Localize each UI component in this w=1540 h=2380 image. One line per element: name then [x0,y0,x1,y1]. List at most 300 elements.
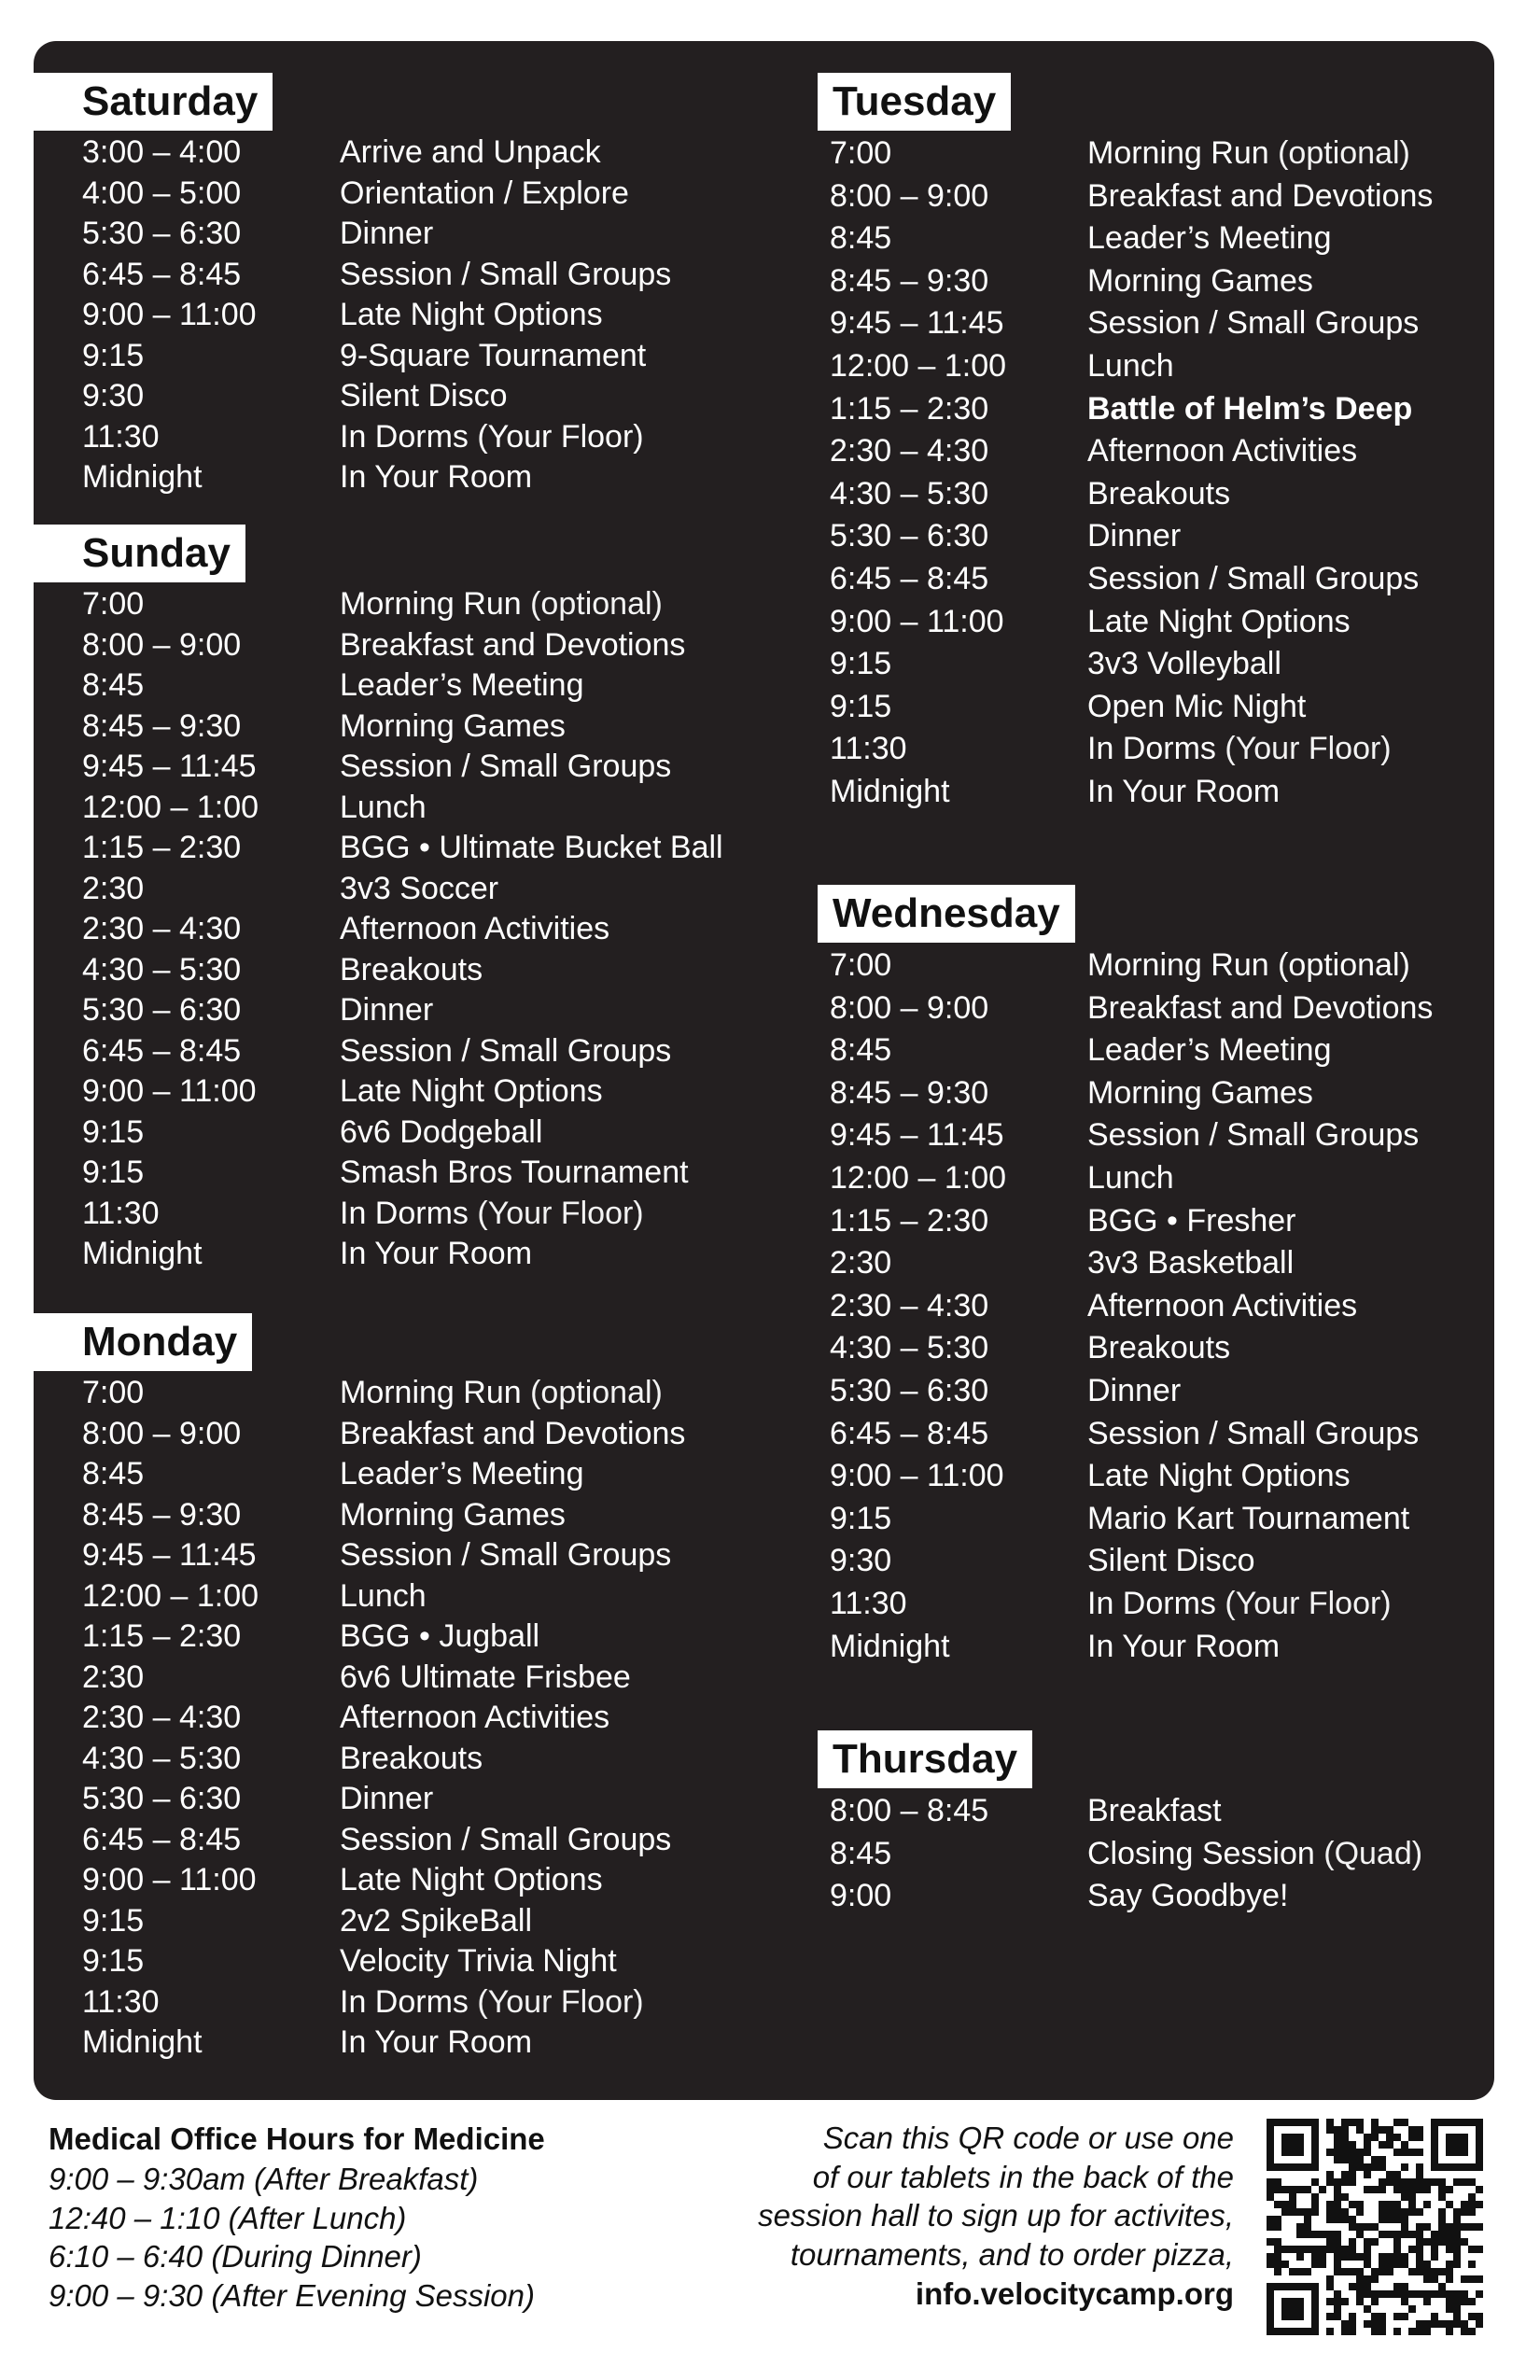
row-event [340,828,723,869]
schedule-row [780,1413,1494,1456]
day-header: Tuesday [818,73,1011,131]
row-event [1087,945,1410,987]
event-note: (Your Floor) [477,1983,644,2020]
signup-instructions [758,2119,1234,2315]
row-time: 7:00 [82,1375,145,1410]
row-event [1087,1370,1181,1413]
event-title: Morning Games [340,1496,566,1533]
event-title: 6v6 Dodgeball [340,1113,543,1150]
schedule-row [780,771,1494,814]
row-event [340,788,427,829]
day-header: Thursday [818,1730,1032,1788]
schedule-row [34,376,780,417]
row-time: 7:00 [830,947,892,983]
row-time: 9:45 – 11:45 [830,305,1004,342]
row-time: 9:15 [82,1113,145,1150]
schedule-row [34,1495,780,1536]
event-title: Lunch [340,789,427,825]
row-time: 9:00 – 11:00 [830,1458,1004,1494]
row-event [340,174,629,215]
row-time: 1:15 – 2:30 [82,1618,242,1654]
row-event [1087,1327,1230,1370]
row-time: 6:45 – 8:45 [830,560,989,596]
row-time: 8:00 – 8:45 [830,1793,989,1828]
event-title: Smash Bros Tournament [340,1155,689,1190]
event-title: Dinner [1087,1372,1182,1408]
row-time: 8:45 – 9:30 [82,1496,242,1533]
event-title: Morning Games [1087,262,1313,299]
row-time: 1:15 – 2:30 [82,830,242,865]
schedule-row [34,1576,780,1617]
event-title: In Dorms [1087,1585,1216,1621]
row-time: 9:45 – 11:45 [82,749,257,784]
row-event [340,1194,644,1235]
event-title: Silent Disco [340,378,508,413]
row-time: 11:30 [830,1585,907,1621]
schedule-row [780,260,1494,303]
row-time: 11:30 [82,1983,160,2020]
row-time: 8:45 – 9:30 [830,262,989,299]
row-time: 9:30 [830,1543,892,1579]
schedule-row [34,295,780,336]
schedule-row [34,1779,780,1820]
event-title: Late Night Options [340,1073,603,1109]
event-title: Breakouts [340,951,483,987]
row-event [340,417,644,458]
row-event [340,457,532,498]
row-event [340,1031,671,1072]
row-event [340,214,433,255]
row-event [1087,987,1433,1030]
event-title: Breakfast [1087,1793,1222,1828]
day-header: Monday [34,1313,252,1371]
event-title: Morning Run (optional) [1087,947,1410,983]
row-time: 5:30 – 6:30 [830,518,989,554]
event-title: Closing Session [1087,1835,1315,1871]
medical-line: 12:40 – 1:10 (After Lunch) [49,2200,407,2235]
schedule-row [780,1455,1494,1498]
schedule-row [34,1739,780,1780]
schedule-row [34,1194,780,1235]
row-time: 8:45 [82,667,145,703]
event-note: (optional) [530,1375,663,1410]
event-title: Dinner [340,216,434,251]
schedule-row [34,417,780,458]
event-title: Lunch [1087,347,1174,384]
schedule-row [34,828,780,869]
row-event [340,625,685,666]
event-title: 6v6 Ultimate Frisbee [340,1659,631,1695]
row-event [1087,1455,1351,1498]
row-event [1087,686,1306,729]
row-time: 2:30 [82,1659,145,1695]
row-event [1087,345,1174,388]
event-title: Breakfast and Devotions [340,626,686,663]
row-event [1087,1583,1392,1626]
event-title: Session / Small Groups [1087,1415,1420,1451]
schedule-row [34,1617,780,1658]
row-event [1087,388,1412,431]
event-title: Morning Run [1087,135,1269,171]
row-time: 7:00 [82,586,145,622]
event-title: 3v3 Soccer [340,870,499,906]
row-time: 9:15 [82,1902,145,1939]
row-time: 5:30 – 6:30 [82,992,242,1028]
schedule-row [780,558,1494,601]
event-title: Afternoon Activities [340,911,610,946]
schedule-row [34,2023,780,2064]
event-title: Breakfast and Devotions [1087,989,1434,1026]
row-event [1087,1540,1255,1583]
event-title: In Dorms [340,1195,469,1231]
schedule-row [780,987,1494,1030]
row-time: 8:45 [82,1456,145,1491]
schedule-row [34,625,780,666]
schedule-row [34,584,780,625]
row-time: 2:30 [830,1245,892,1281]
signup-line: Scan this QR code or use one [822,2121,1234,2155]
event-title: 9-Square Tournament [340,337,647,373]
row-time: 4:30 – 5:30 [82,951,242,987]
row-time: 2:30 – 4:30 [82,1700,242,1735]
row-event [340,584,663,625]
schedule-row [780,1540,1494,1583]
event-title: Session / Small Groups [340,256,672,292]
schedule-row [780,345,1494,388]
day-rows [780,131,1494,814]
day-rows [34,1371,780,2064]
row-event [340,1535,671,1576]
event-title: Breakfast and Devotions [1087,177,1434,214]
row-time: 12:00 – 1:00 [82,1577,259,1614]
day-tuesday [780,73,1494,885]
row-event [340,336,646,377]
row-event [1087,1285,1357,1328]
schedule-row [780,1285,1494,1328]
row-event [340,1454,583,1495]
schedule-row [780,1242,1494,1285]
row-time: 9:00 – 11:00 [830,603,1004,639]
schedule-row [780,1114,1494,1157]
schedule-row [34,1658,780,1699]
row-event [1087,515,1181,558]
medical-hours [49,2119,545,2315]
row-event [1087,1242,1294,1285]
row-time: Midnight [82,1236,203,1271]
row-time: 2:30 – 4:30 [830,1287,989,1323]
row-time: 9:15 [82,337,145,373]
row-time: 8:00 – 9:00 [830,177,989,214]
row-event [340,1739,483,1780]
row-time: 2:30 [82,870,145,906]
row-event [340,1901,532,1942]
schedule-row [34,1901,780,1942]
row-event [340,1576,427,1617]
schedule-row [34,1113,780,1154]
event-title: Breakouts [1087,475,1231,511]
row-event [340,2023,532,2064]
medical-line: 6:10 – 6:40 (During Dinner) [49,2239,422,2274]
row-event [340,376,508,417]
row-time: 11:30 [82,418,160,455]
row-time: 9:15 [830,1500,892,1536]
row-time: 6:45 – 8:45 [830,1415,989,1451]
event-title: Afternoon Activities [1087,433,1358,469]
row-time: 8:45 [830,220,892,257]
row-event [1087,473,1230,516]
event-title: Session / Small Groups [340,1032,672,1069]
schedule-row [34,1941,780,1982]
footer [0,2119,1540,2380]
event-title: Late Night Options [1087,1458,1351,1494]
row-event [340,1234,532,1275]
row-time: 4:30 – 5:30 [830,1330,989,1366]
schedule-row [34,1860,780,1901]
row-time: 8:00 – 9:00 [82,626,242,663]
day-rows [34,131,780,498]
schedule-row [34,909,780,950]
row-event [1087,133,1410,175]
event-note: (optional) [530,586,663,622]
row-event [340,255,671,296]
day-rows [34,582,780,1275]
event-title: Battle of Helm’s Deep [1087,390,1413,427]
medical-line: 9:00 – 9:30am (After Breakfast) [49,2162,479,2196]
row-time: 1:15 – 2:30 [830,390,989,427]
schedule-row [780,515,1494,558]
row-event [340,1658,631,1699]
event-title: Session / Small Groups [1087,560,1420,596]
row-time: 6:45 – 8:45 [82,1032,242,1069]
row-time: Midnight [82,2024,203,2060]
schedule-row [780,945,1494,987]
day-rows [780,943,1494,1668]
row-time: 2:30 – 4:30 [82,911,242,946]
schedule-row [780,1327,1494,1370]
schedule-row [780,686,1494,729]
event-title: In Your Room [340,459,533,495]
row-event [340,1860,603,1901]
schedule-row [780,1029,1494,1072]
row-time: 6:45 – 8:45 [82,256,242,292]
event-title: Dinner [340,1781,434,1816]
row-time: 12:00 – 1:00 [830,1159,1007,1196]
schedule-row [34,1535,780,1576]
event-title: Session / Small Groups [1087,305,1420,342]
schedule-row [780,1200,1494,1243]
event-title: BGG • Jugball [340,1618,540,1654]
schedule-row [780,1370,1494,1413]
day-header: Saturday [34,73,273,131]
row-event [1087,601,1351,644]
row-event [340,295,603,336]
event-title: Breakouts [340,1740,483,1776]
schedule-row [780,1626,1494,1669]
day-header: Sunday [34,525,245,582]
row-event [340,1373,663,1414]
event-title: In Dorms [340,1983,469,2020]
row-event [1087,1114,1419,1157]
schedule-row [34,788,780,829]
event-title: Breakfast and Devotions [340,1415,686,1451]
event-title: Morning Run [340,1375,522,1410]
event-title: In Your Room [340,1236,533,1271]
event-title: Late Night Options [340,1862,603,1897]
event-title: Afternoon Activities [340,1700,610,1735]
medical-title: Medical Office Hours for Medicine [49,2121,545,2156]
day-rows [780,1788,1494,1918]
row-event [340,1617,539,1658]
schedule-row [780,1072,1494,1115]
row-time: 4:00 – 5:00 [82,175,242,211]
row-time: 8:45 [830,1032,892,1069]
row-event [1087,1875,1288,1918]
event-title: 3v3 Volleyball [1087,646,1281,682]
event-title: Leader’s Meeting [340,667,584,703]
event-title: In Dorms [1087,731,1216,767]
event-title: Dinner [340,992,434,1028]
row-time: 5:30 – 6:30 [82,216,242,251]
schedule-row [34,1071,780,1113]
row-event [340,990,433,1031]
schedule-row [34,1982,780,2023]
row-event [1087,771,1280,814]
event-title: Leader’s Meeting [1087,1032,1332,1069]
schedule-row [780,133,1494,175]
schedule-row [34,950,780,991]
schedule-row [780,388,1494,431]
schedule-row [34,1234,780,1275]
row-time: 9:00 – 11:00 [82,1862,257,1897]
schedule-row [34,174,780,215]
row-time: 9:15 [82,1943,145,1979]
schedule-row [780,1157,1494,1200]
schedule-row [780,1790,1494,1833]
event-note: (Your Floor) [1225,1585,1392,1621]
row-event [1087,1157,1174,1200]
row-event [1087,1029,1331,1072]
row-event [340,1779,433,1820]
schedule-row [34,707,780,748]
schedule-row [780,473,1494,516]
schedule-row [34,133,780,174]
event-title: Session / Small Groups [340,1537,672,1573]
row-event [1087,260,1313,303]
event-title: Morning Run [340,586,522,622]
row-time: 9:45 – 11:45 [82,1537,257,1573]
schedule-row [34,665,780,707]
event-title: BGG • Ultimate Bucket Ball [340,830,723,865]
event-title: Orientation / Explore [340,175,629,211]
row-time: 8:45 [830,1835,892,1871]
schedule-row [34,336,780,377]
schedule-row [780,1875,1494,1918]
row-event [340,133,601,174]
signup-line: session hall to sign up for activites, [758,2198,1234,2233]
row-time: 9:00 – 11:00 [82,297,257,332]
row-time: 5:30 – 6:30 [82,1781,242,1816]
signup-url-link[interactable]: info.velocitycamp.org [915,2276,1234,2311]
row-event [1087,1200,1296,1243]
event-note: (Your Floor) [477,1195,644,1231]
event-title: 2v2 SpikeBall [340,1902,533,1939]
row-time: 8:00 – 9:00 [82,1415,242,1451]
row-time: 2:30 – 4:30 [830,433,989,469]
event-title: Session / Small Groups [1087,1117,1420,1154]
row-time: 9:15 [830,688,892,724]
row-event [340,869,498,910]
row-time: 12:00 – 1:00 [82,789,259,825]
row-time: Midnight [830,1628,950,1664]
event-note: (Quad) [1323,1835,1423,1871]
row-event [1087,217,1331,260]
row-time: 8:45 – 9:30 [830,1074,989,1111]
event-title: In Your Room [1087,1628,1281,1664]
row-time: 9:00 [830,1878,892,1914]
event-title: Velocity Trivia Night [340,1943,617,1979]
event-note: (Your Floor) [1225,731,1392,767]
event-title: In Dorms (Your Floor) [340,418,644,455]
row-event [340,747,671,788]
row-time: 11:30 [830,731,907,767]
row-event [340,909,609,950]
event-title: Leader’s Meeting [1087,220,1332,257]
event-title: Lunch [340,1577,427,1614]
row-time: 8:00 – 9:00 [830,989,989,1026]
row-event [1087,728,1392,771]
row-event [340,950,483,991]
event-title: Lunch [1087,1159,1174,1196]
event-title: Mario Kart Tournament [1087,1500,1410,1536]
event-title: In Your Room [340,2024,533,2060]
schedule-row [34,1373,780,1414]
signup-line: tournaments, and to order pizza, [790,2236,1234,2272]
schedule-row [780,217,1494,260]
row-event [1087,1413,1419,1456]
event-title: Afternoon Activities [1087,1287,1358,1323]
day-sunday [34,525,780,1313]
schedule-row [780,728,1494,771]
row-time: 9:15 [830,646,892,682]
day-header: Wednesday [818,885,1075,943]
schedule-row [34,1153,780,1194]
row-time: Midnight [830,773,950,809]
event-title: Breakouts [1087,1330,1231,1366]
row-event [340,665,583,707]
row-event [340,1941,617,1982]
day-wednesday [780,885,1494,1730]
schedule-row [780,175,1494,218]
day-saturday [34,73,780,525]
schedule-row [34,1031,780,1072]
event-title: Morning Games [340,707,566,744]
event-title: BGG • Fresher [1087,1202,1296,1239]
row-event [340,1153,689,1194]
row-event [340,1071,603,1113]
row-event [340,1820,671,1861]
schedule-row [780,302,1494,345]
event-title: Late Night Options [1087,603,1351,639]
row-event [1087,175,1433,218]
schedule-row [34,1454,780,1495]
event-title: In Your Room [1087,773,1281,809]
schedule-row [34,747,780,788]
qr-code-icon[interactable] [1267,2119,1483,2335]
schedule-panel [34,41,1494,2100]
row-time: 9:30 [82,378,145,413]
day-monday [34,1313,780,2064]
row-time: 6:45 – 8:45 [82,1821,242,1857]
